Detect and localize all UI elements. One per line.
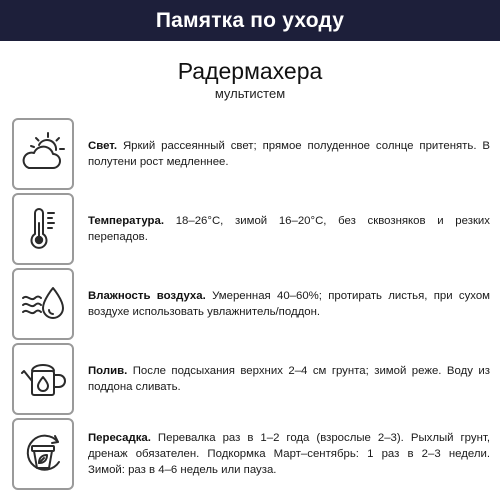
care-label: Свет. — [88, 140, 118, 152]
humidity-drop-icon — [19, 280, 67, 328]
care-row-temperature — [12, 193, 492, 265]
care-description: Яркий рассеянный свет; прямое полуденное солнце притенять. В полутени рост медленнее. — [88, 140, 490, 168]
care-description: После подсыхания верхних 2–4 см грунта; зимой реже. Воду из поддона сливать. — [88, 365, 490, 393]
care-label: Полив. — [88, 365, 128, 377]
care-label: Пересадка. — [88, 432, 151, 444]
icon-frame — [12, 343, 74, 415]
header-bar — [0, 0, 500, 41]
icon-frame — [12, 193, 74, 265]
care-text-block — [88, 343, 490, 415]
care-row-watering — [12, 343, 492, 415]
care-description: Перевалка раз в 1–2 года (взрослые 2–3). Рыхлый грунт, дренаж обязателен. Подкормка Март–сентябрь: 1 раз в 2–3 недели. Зимой: раз в 4–6 недель или пауза. — [88, 432, 490, 476]
care-text-block — [88, 418, 490, 490]
care-text-block — [88, 268, 490, 340]
icon-frame — [12, 118, 74, 190]
care-text-block — [88, 193, 490, 265]
care-row-light — [12, 118, 492, 190]
header-title: Памятка по уходу — [155, 8, 345, 32]
thermometer-icon — [19, 205, 67, 253]
care-text-block — [88, 118, 490, 190]
care-row-repotting — [12, 418, 492, 490]
watering-can-icon — [19, 355, 67, 403]
icon-frame — [12, 268, 74, 340]
care-label: Влажность воздуха. — [88, 290, 206, 302]
care-description: 18–26°C, зимой 16–20°C, без сквозняков и резких перепадов. — [88, 215, 490, 243]
sun-cloud-icon — [19, 130, 67, 178]
plant-name: Радермахера — [177, 58, 323, 84]
plant-pot-icon — [19, 430, 67, 478]
care-row-humidity — [12, 268, 492, 340]
care-description: Умеренная 40–60%; протирать листья, при сухом воздухе использовать увлажнитель/поддон. — [88, 290, 491, 318]
care-label: Температура. — [88, 215, 165, 227]
plant-variety: мультистем — [214, 86, 286, 101]
icon-frame — [12, 418, 74, 490]
